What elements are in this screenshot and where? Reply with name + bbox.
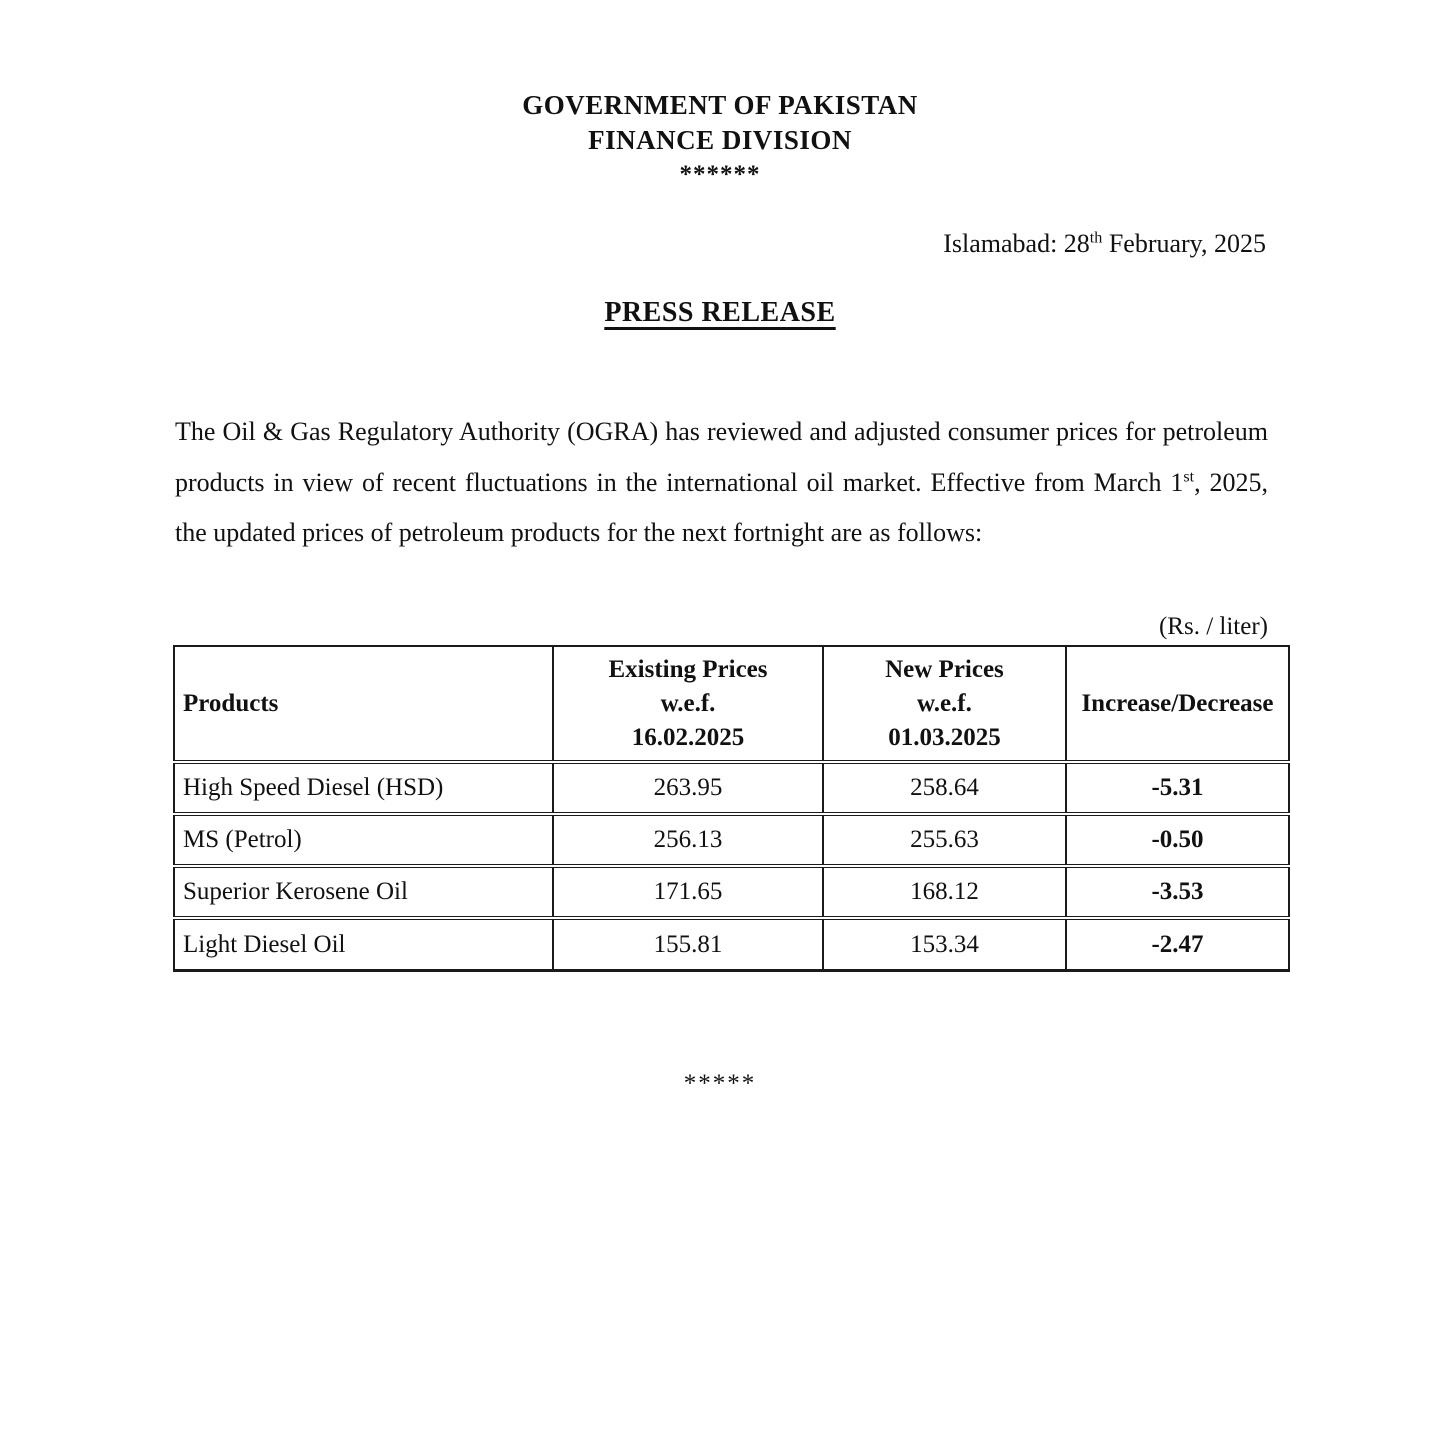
body-ordinal-superscript: st: [1183, 468, 1195, 486]
dateline-suffix: February, 2025: [1102, 229, 1266, 259]
footer-stars-divider: *****: [683, 1069, 757, 1097]
existing-price: 263.95: [553, 762, 823, 814]
col-header-products: Products: [174, 646, 553, 762]
body-paragraph-text: The Oil & Gas Regulatory Authority (OGRA) has reviewed and adjusted consumer prices for petroleum products in view of recent fluctuations in the international oil market. Effective from March 1: [175, 417, 1268, 497]
existing-price: 256.13: [553, 814, 823, 866]
table-row: [174, 814, 1289, 866]
body-paragraph-tail: , 2025, the updated prices of petroleum products for the next fortnight are as follows:: [175, 467, 1268, 548]
body-paragraph: [0, 407, 1440, 559]
col-header-existing-line1: Existing Prices: [608, 656, 768, 684]
col-header-existing-prices: [553, 646, 823, 762]
price-change: -0.50: [1066, 814, 1289, 866]
new-price: 258.64: [823, 762, 1066, 814]
dateline-ordinal-superscript: th: [1089, 229, 1103, 247]
new-price: 153.34: [823, 918, 1066, 970]
unit-label: (Rs. / liter): [1158, 613, 1268, 641]
press-release-heading-text: PRESS RELEASE: [604, 297, 836, 329]
col-header-new-prices: [823, 646, 1066, 762]
existing-price: 155.81: [553, 918, 823, 970]
new-price: 168.12: [823, 866, 1066, 918]
new-price: 255.63: [823, 814, 1066, 866]
header-stars-divider: ******: [679, 161, 761, 189]
price-change: -2.47: [1066, 918, 1289, 970]
product-name: Light Diesel Oil: [174, 918, 553, 970]
col-header-new-line1: New Prices: [885, 656, 1004, 684]
existing-price: 171.65: [553, 866, 823, 918]
press-release-heading: [0, 297, 1440, 329]
col-header-increase-decrease: Increase/Decrease: [1066, 646, 1289, 762]
col-header-existing-line2: w.e.f.: [660, 689, 716, 717]
table-row: [174, 762, 1289, 814]
dateline-text: Islamabad: 28: [943, 229, 1090, 259]
document-header: [0, 0, 1440, 191]
col-header-new-line3: 01.03.2025: [888, 723, 1001, 751]
government-title: GOVERNMENT OF PAKISTAN: [522, 90, 918, 120]
price-change: -5.31: [1066, 762, 1289, 814]
table-header-row: [174, 646, 1289, 762]
dateline: [0, 229, 1440, 259]
product-name: Superior Kerosene Oil: [174, 866, 553, 918]
col-header-existing-line3: 16.02.2025: [631, 723, 745, 751]
division-title: FINANCE DIVISION: [588, 124, 852, 155]
petroleum-price-table: [173, 645, 1290, 972]
col-header-new-line2: w.e.f.: [917, 689, 972, 717]
product-name: MS (Petrol): [174, 814, 553, 866]
table-row: [174, 866, 1289, 918]
price-change: -3.53: [1066, 866, 1289, 918]
table-row: [174, 918, 1289, 970]
product-name: High Speed Diesel (HSD): [174, 762, 553, 814]
